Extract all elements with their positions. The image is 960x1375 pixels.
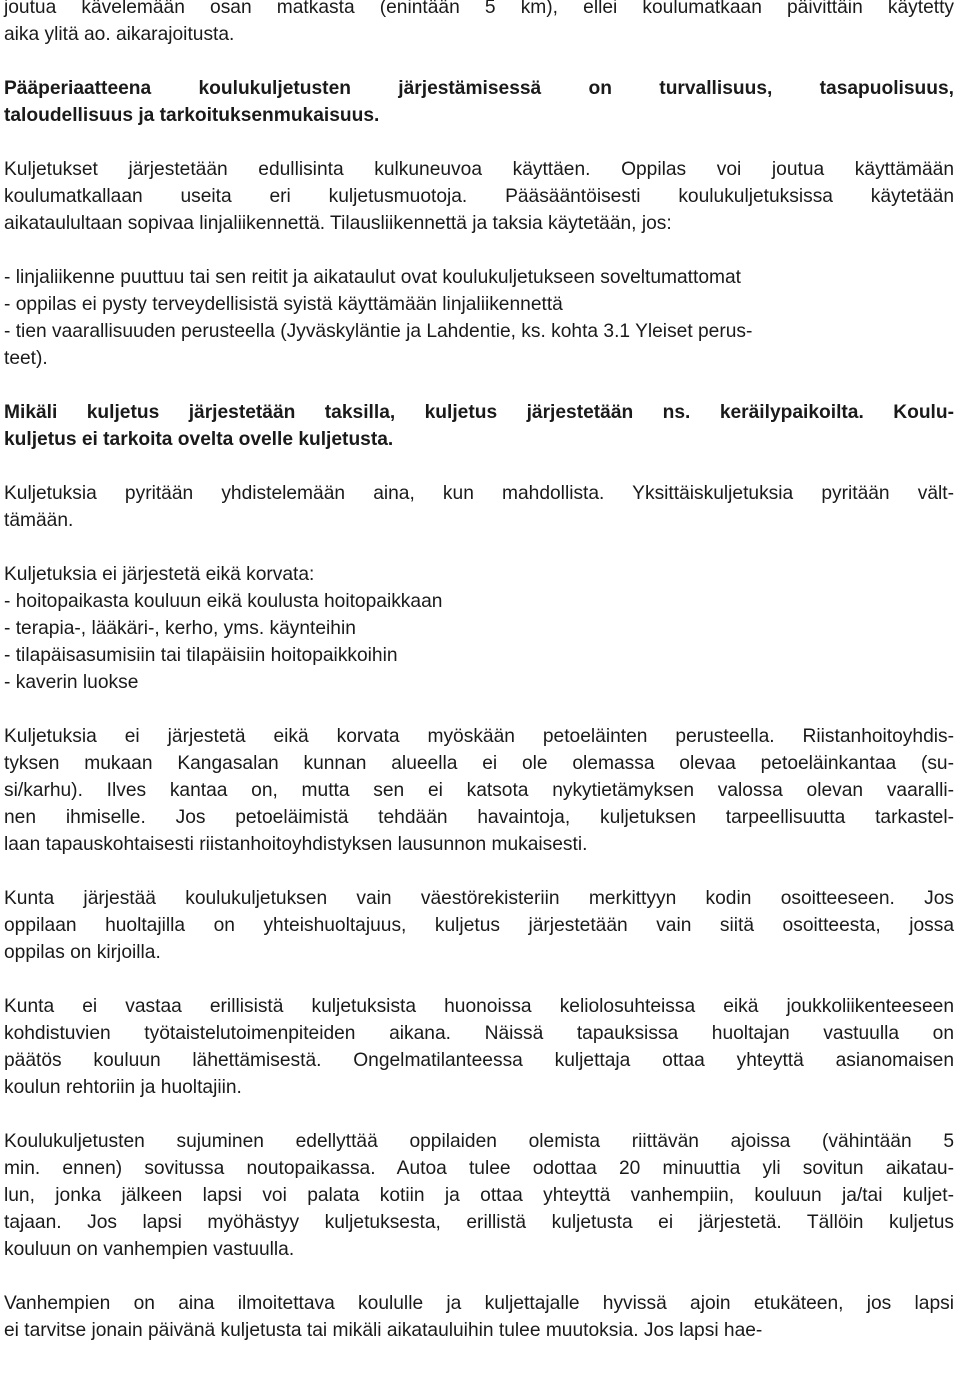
text-line: Kuljetuksia pyritään yhdistelemään aina, kun mahdollista. Yksittäiskuljetuksia pyritään vält- (4, 483, 954, 504)
text-line: Kunta järjestää koulukuljetuksen vain väestörekisteriin merkittyyn kodin osoitteeseen. Jos (4, 888, 954, 909)
text-line: oppilaan huoltajilla on yhteishuoltajuus, kuljetus järjestetään vain siitä osoitteesta, jossa (4, 915, 954, 936)
text-line: aika ylitä ao. aikarajoitusta. (4, 24, 235, 45)
text-line: lun, jonka jälkeen lapsi voi palata kotiin ja ottaa yhteyttä vanhempiin, kouluun ja/tai kuljet- (4, 1185, 954, 1206)
text-line: - oppilas ei pysty terveydellisistä syistä käyttämään linjaliikennettä (4, 294, 563, 315)
paragraph (4, 480, 954, 534)
bold-paragraph (4, 75, 954, 129)
paragraph (4, 561, 954, 696)
text-line: Kuljetukset järjestetään edullisinta kulkuneuvoa käyttäen. Oppilas voi joutua käyttämään (4, 159, 954, 180)
text-line: koulumatkallaan useita eri kuljetusmuotoja. Pääsääntöisesti koulukuljetuksissa käytetään (4, 186, 954, 207)
text-line: ei tarvitse jonain päivänä kuljetusta tai mikäli aikatauluihin tulee muutoksia. Jos lapsi hae- (4, 1320, 763, 1341)
text-line: - kaverin luokse (4, 672, 139, 693)
text-line: kohdistuvien työtaistelutoimenpiteiden aikana. Näissä tapauksissa huoltajan vastuulla on (4, 1023, 954, 1044)
text-line: Kuljetuksia ei järjestetä eikä korvata: (4, 564, 315, 585)
text-line: Mikäli kuljetus järjestetään taksilla, kuljetus järjestetään ns. keräilypaikoilta. Koulu- (4, 402, 954, 423)
paragraph (4, 723, 954, 858)
text-line: teet). (4, 348, 48, 369)
text-line: tyksen mukaan Kangasalan kunnan alueella ei ole olemassa olevaa petoeläinkantaa (su- (4, 753, 954, 774)
text-line: tajaan. Jos lapsi myöhästyy kuljetuksesta, erillistä kuljetusta ei järjestetä. Tällöin kuljetus (4, 1212, 954, 1233)
text-line: joutua kävelemään osan matkasta (enintään 5 km), ellei koulumatkaan päivittäin käytetty (4, 0, 954, 18)
text-line: oppilas on kirjoilla. (4, 942, 161, 963)
text-line: Pääperiaatteena koulukuljetusten järjestämisessä on turvallisuus, tasapuolisuus, (4, 78, 954, 99)
text-line: Koulukuljetusten sujuminen edellyttää oppilaiden olemista riittävän ajoissa (vähintään 5 (4, 1131, 954, 1152)
text-line: - tien vaarallisuuden perusteella (Jyväskyläntie ja Lahdentie, ks. kohta 3.1 Yleiset perus- (4, 321, 753, 342)
paragraph (4, 1128, 954, 1263)
text-line: - tilapäisasumisiin tai tilapäisiin hoitopaikkoihin (4, 645, 398, 666)
text-line: taloudellisuus ja tarkoituksenmukaisuus. (4, 105, 380, 126)
bold-paragraph (4, 399, 954, 453)
paragraph (4, 993, 954, 1101)
paragraph (4, 0, 954, 48)
text-line: nen ihmiselle. Jos petoeläimistä tehdään havaintoja, kuljetuksen tarpeellisuutta tarkastel- (4, 807, 954, 828)
text-line: aikataulultaan sopivaa linjaliikennettä. Tilausliikennettä ja taksia käytetään, jos: (4, 213, 672, 234)
text-line: Vanhempien on aina ilmoitettava koululle ja kuljettajalle hyvissä ajoin etukäteen, jos lapsi (4, 1293, 954, 1314)
text-line: - hoitopaikasta kouluun eikä koulusta hoitopaikkaan (4, 591, 443, 612)
text-line: - linjaliikenne puuttuu tai sen reitit ja aikataulut ovat koulukuljetukseen soveltumattomat (4, 267, 742, 288)
paragraph (4, 264, 954, 372)
text-line: si/karhu). Ilves kantaa on, mutta sen ei katsota nykytietämyksen valossa olevan vaaralli- (4, 780, 954, 801)
text-line: tämään. (4, 510, 74, 531)
paragraph (4, 156, 954, 237)
text-line: Kuljetuksia ei järjestetä eikä korvata myöskään petoeläinten perusteella. Riistanhoitoyhdis- (4, 726, 954, 747)
text-line: kouluun on vanhempien vastuulla. (4, 1239, 295, 1260)
text-line: - terapia-, lääkäri-, kerho, yms. käynteihin (4, 618, 356, 639)
text-line: koulun rehtoriin ja huoltajiin. (4, 1077, 242, 1098)
text-line: Kunta ei vastaa erillisistä kuljetuksista huonoissa keliolosuhteissa eikä joukkoliikenteeseen (4, 996, 954, 1017)
paragraph (4, 885, 954, 966)
paragraph (4, 1290, 954, 1344)
text-line: kuljetus ei tarkoita ovelta ovelle kuljetusta. (4, 429, 394, 450)
text-line: laan tapauskohtaisesti riistanhoitoyhdistyksen lausunnon mukaisesti. (4, 834, 588, 855)
document-page (4, 0, 954, 1344)
text-line: min. ennen) sovitussa noutopaikassa. Autoa tulee odottaa 20 minuuttia yli sovitun aikatau- (4, 1158, 954, 1179)
text-line: päätös kouluun lähettämisestä. Ongelmatilanteessa kuljettaja ottaa yhteyttä asianomaisen (4, 1050, 954, 1071)
